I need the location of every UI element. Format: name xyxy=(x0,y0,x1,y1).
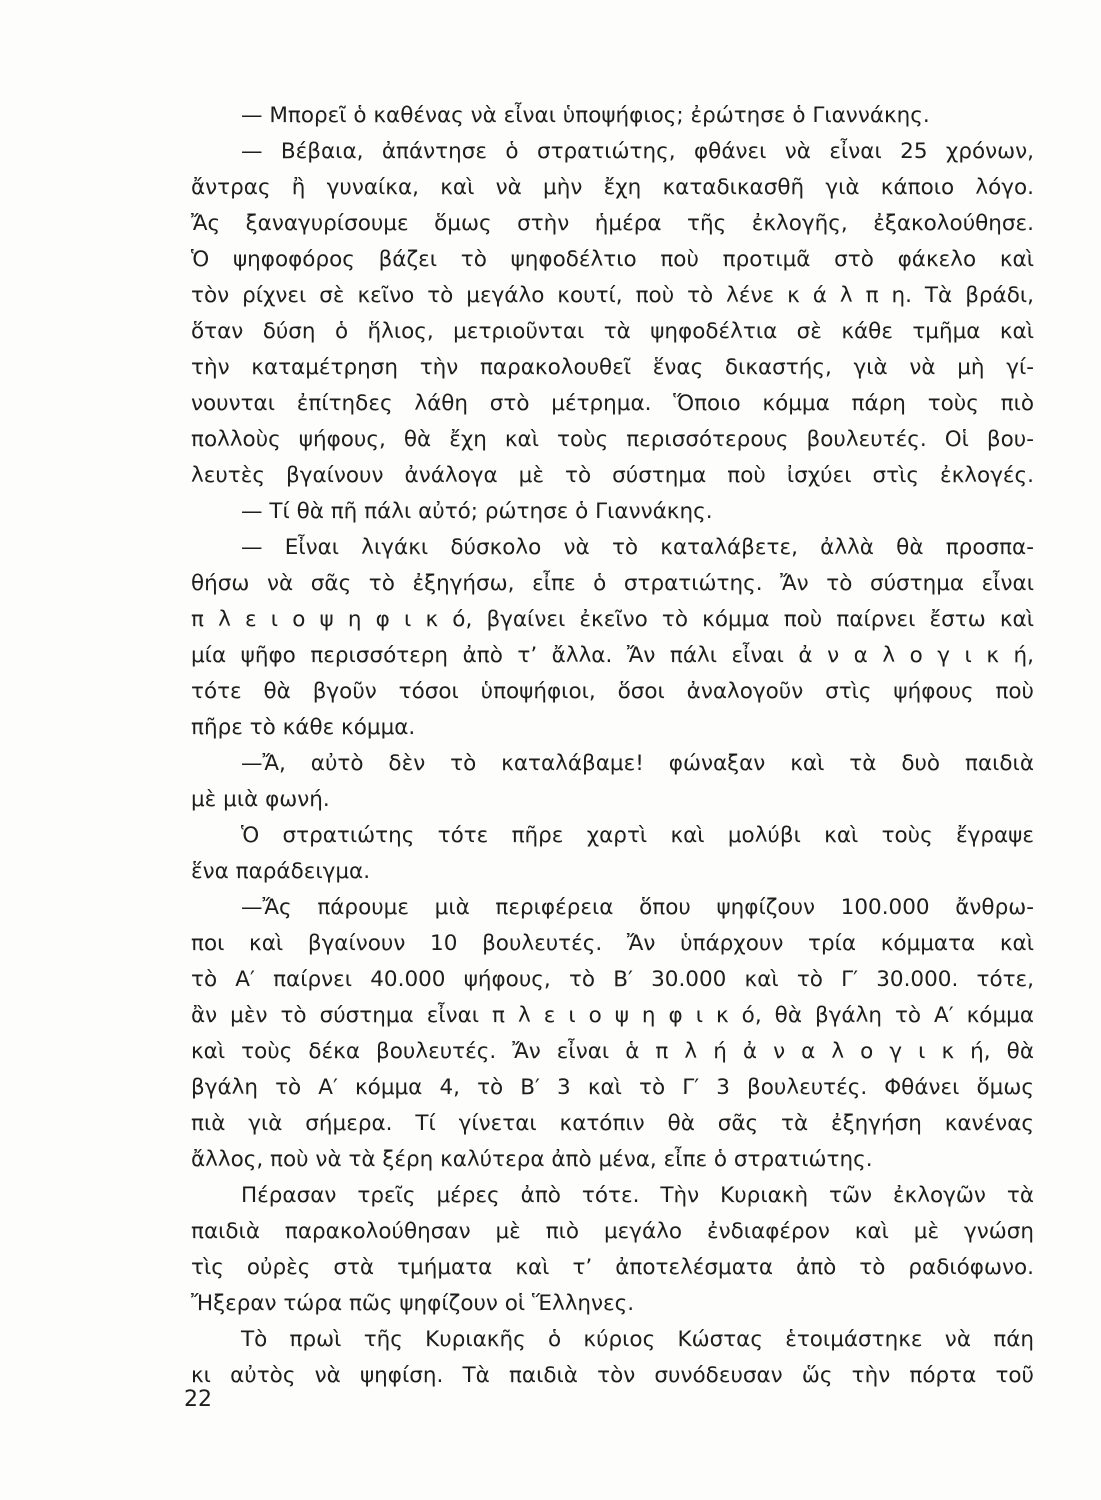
text-line: ἄντρας ἢ γυναίκα, καὶ νὰ μὴν ἔχη καταδικασθῆ γιὰ κάποιο λόγο. xyxy=(191,175,1034,200)
text-line: Ἤξεραν τώρα πῶς ψηφίζουν οἱ Ἕλληνες. xyxy=(191,1291,635,1316)
text-line: βγάλη τὸ Α′ κόμμα 4, τὸ Β′ 3 καὶ τὸ Γ′ 3 βουλευτές. Φθάνει ὅμως xyxy=(191,1075,1034,1100)
text-line: — Μπορεῖ ὁ καθένας νὰ εἶναι ὑποψήφιος; ἐρώτησε ὁ Γιαννάκης. xyxy=(241,103,930,128)
text-line: τὸν ρίχνει σὲ κεῖνο τὸ μεγάλο κουτί, ποὺ τὸ λένε κ ά λ π η. Τὰ βράδι, xyxy=(191,283,1034,308)
text-line: κι αὐτὸς νὰ ψηφίση. Τὰ παιδιὰ τὸν συνόδευσαν ὥς τὴν πόρτα τοῦ xyxy=(191,1363,1034,1388)
text-line: μία ψῆφο περισσότερη ἀπὸ τ’ ἄλλα. Ἄν πάλι εἶναι ἀ ν α λ ο γ ι κ ή, xyxy=(191,643,1034,668)
text-line: παιδιὰ παρακολούθησαν μὲ πιὸ μεγάλο ἐνδιαφέρον καὶ μὲ γνώση xyxy=(191,1219,1034,1244)
text-line: νουνται ἐπίτηδες λάθη στὸ μέτρημα. Ὅποιο κόμμα πάρη τοὺς πιὸ xyxy=(191,391,1034,416)
text-line: Ἄς ξαναγυρίσουμε ὅμως στὴν ἡμέρα τῆς ἐκλογῆς, ἐξακολούθησε. xyxy=(191,211,1034,236)
text-line: — Εἶναι λιγάκι δύσκολο νὰ τὸ καταλάβετε, ἀλλὰ θὰ προσπα- xyxy=(241,535,1034,560)
text-line: Τὸ πρωὶ τῆς Κυριακῆς ὁ κύριος Κώστας ἑτοιμάστηκε νὰ πάη xyxy=(241,1327,1034,1352)
text-line: π λ ε ι ο ψ η φ ι κ ό, βγαίνει ἐκεῖνο τὸ κόμμα ποὺ παίρνει ἔστω καὶ xyxy=(191,607,1034,632)
text-line: λευτὲς βγαίνουν ἀνάλογα μὲ τὸ σύστημα ποὺ ἰσχύει στὶς ἐκλογές. xyxy=(191,463,1034,488)
text-line: ἂν μὲν τὸ σύστημα εἶναι π λ ε ι ο ψ η φ ι κ ό, θὰ βγάλη τὸ Α′ κόμμα xyxy=(191,1003,1034,1028)
text-line: τὶς οὐρὲς στὰ τμήματα καὶ τ’ ἀποτελέσματα ἀπὸ τὸ ραδιόφωνο. xyxy=(191,1255,1034,1280)
text-line: Ὁ ψηφοφόρος βάζει τὸ ψηφοδέλτιο ποὺ προτιμᾶ στὸ φάκελο καὶ xyxy=(191,247,1034,272)
text-line: —Ἄ, αὐτὸ δὲν τὸ καταλάβαμε! φώναξαν καὶ τὰ δυὸ παιδιὰ xyxy=(241,751,1034,776)
text-line: Ὁ στρατιώτης τότε πῆρε χαρτὶ καὶ μολύβι καὶ τοὺς ἔγραψε xyxy=(241,823,1034,848)
text-line: — Βέβαια, ἀπάντησε ὁ στρατιώτης, φθάνει νὰ εἶναι 25 χρόνων, xyxy=(241,139,1034,164)
text-line: θήσω νὰ σᾶς τὸ ἐξηγήσω, εἶπε ὁ στρατιώτης. Ἄν τὸ σύστημα εἶναι xyxy=(191,571,1034,596)
text-line: ἕνα παράδειγμα. xyxy=(191,859,371,884)
text-line: πῆρε τὸ κάθε κόμμα. xyxy=(191,715,416,740)
text-line: καὶ τοὺς δέκα βουλευτές. Ἄν εἶναι ἁ π λ ή ἀ ν α λ ο γ ι κ ή, θὰ xyxy=(191,1039,1034,1064)
text-line: Πέρασαν τρεῖς μέρες ἀπὸ τότε. Τὴν Κυριακὴ τῶν ἐκλογῶν τὰ xyxy=(241,1183,1034,1208)
text-line: ὅταν δύση ὁ ἥλιος, μετριοῦνται τὰ ψηφοδέλτια σὲ κάθε τμῆμα καὶ xyxy=(191,319,1034,344)
text-line: — Τί θὰ πῆ πάλι αὐτό; ρώτησε ὁ Γιαννάκης. xyxy=(241,499,713,524)
text-line: ποι καὶ βγαίνουν 10 βουλευτές. Ἄν ὑπάρχουν τρία κόμματα καὶ xyxy=(191,931,1034,956)
text-line: ἄλλος, ποὺ νὰ τὰ ξέρη καλύτερα ἀπὸ μένα, εἶπε ὁ στρατιώτης. xyxy=(191,1147,873,1172)
text-line: τὸ Α′ παίρνει 40.000 ψήφους, τὸ Β′ 30.000 καὶ τὸ Γ′ 30.000. τότε, xyxy=(191,967,1034,992)
text-line: τότε θὰ βγοῦν τόσοι ὑποψήφιοι, ὅσοι ἀναλογοῦν στὶς ψήφους ποὺ xyxy=(191,679,1034,704)
text-line: —Ἄς πάρουμε μιὰ περιφέρεια ὅπου ψηφίζουν 100.000 ἄνθρω- xyxy=(241,895,1034,920)
body-text xyxy=(191,98,1034,1394)
text-line: μὲ μιὰ φωνή. xyxy=(191,787,330,812)
text-line: πολλοὺς ψήφους, θὰ ἔχη καὶ τοὺς περισσότερους βουλευτές. Οἱ βου- xyxy=(191,427,1034,452)
text-line: τὴν καταμέτρηση τὴν παρακολουθεῖ ἕνας δικαστής, γιὰ νὰ μὴ γί- xyxy=(191,355,1034,380)
text-line: πιὰ γιὰ σήμερα. Τί γίνεται κατόπιν θὰ σᾶς τὰ ἐξηγήση κανένας xyxy=(191,1111,1034,1136)
page-number: 22 xyxy=(184,1387,212,1412)
